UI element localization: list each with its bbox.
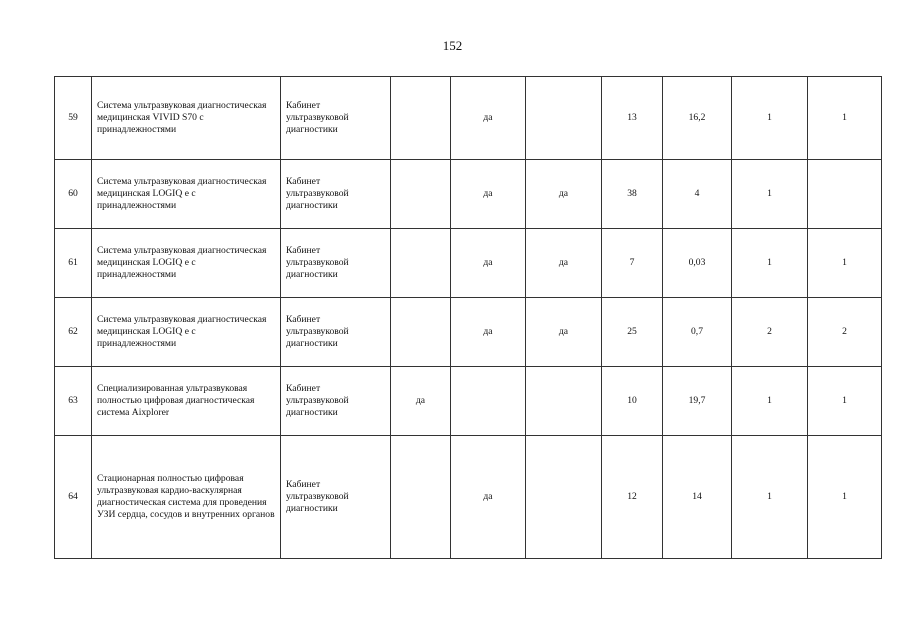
cell-col10	[808, 160, 882, 229]
table-row	[55, 160, 882, 229]
cell-col5: да	[451, 160, 526, 229]
page-number: 152	[442, 38, 463, 53]
row-number: 61	[55, 229, 92, 298]
cell-col5: да	[451, 229, 526, 298]
cell-col5: да	[451, 436, 526, 559]
cell-col4	[391, 436, 451, 559]
row-number: 59	[55, 77, 92, 160]
cell-col7: 38	[602, 160, 663, 229]
cell-col5	[451, 367, 526, 436]
cell-col6	[526, 367, 602, 436]
cell-col10: 1	[808, 77, 882, 160]
cell-col6	[526, 436, 602, 559]
room-name: Кабинет ультразвуковой диагностики	[281, 160, 391, 229]
equipment-table	[54, 76, 882, 559]
room-name: Кабинет ультразвуковой диагностики	[281, 298, 391, 367]
cell-col5: да	[451, 77, 526, 160]
cell-col8: 0,7	[663, 298, 732, 367]
table-row	[55, 367, 882, 436]
cell-col9: 1	[732, 436, 808, 559]
cell-col7: 13	[602, 77, 663, 160]
room-name: Кабинет ультразвуковой диагностики	[281, 77, 391, 160]
cell-col9: 1	[732, 160, 808, 229]
equipment-name: Система ультразвуковая диагностическая медицинская LOGIQ e с принадлежностями	[92, 160, 281, 229]
table-row	[55, 229, 882, 298]
row-number: 64	[55, 436, 92, 559]
cell-col8: 19,7	[663, 367, 732, 436]
cell-col8: 0,03	[663, 229, 732, 298]
cell-col10: 1	[808, 436, 882, 559]
cell-col8: 4	[663, 160, 732, 229]
cell-col4	[391, 298, 451, 367]
cell-col4: да	[391, 367, 451, 436]
equipment-name: Стационарная полностью цифровая ультразвуковая кардио-васкулярная диагностическая система для проведения УЗИ сердца, сосудов и внутренних органов	[92, 436, 281, 559]
cell-col7: 7	[602, 229, 663, 298]
equipment-name: Специализированная ультразвуковая полностью цифровая диагностическая система Aixplorer	[92, 367, 281, 436]
cell-col6: да	[526, 160, 602, 229]
cell-col7: 25	[602, 298, 663, 367]
cell-col9: 1	[732, 229, 808, 298]
cell-col7: 10	[602, 367, 663, 436]
cell-col10: 1	[808, 229, 882, 298]
row-number: 63	[55, 367, 92, 436]
cell-col6: да	[526, 298, 602, 367]
cell-col6: да	[526, 229, 602, 298]
row-number: 62	[55, 298, 92, 367]
equipment-name: Система ультразвуковая диагностическая медицинская VIVID S70 с принадлежностями	[92, 77, 281, 160]
equipment-name: Система ультразвуковая диагностическая медицинская LOGIQ e с принадлежностями	[92, 229, 281, 298]
room-name: Кабинет ультразвуковой диагностики	[281, 229, 391, 298]
cell-col9: 1	[732, 77, 808, 160]
room-name: Кабинет ультразвуковой диагностики	[281, 367, 391, 436]
table-row	[55, 436, 882, 559]
table-row	[55, 77, 882, 160]
cell-col5: да	[451, 298, 526, 367]
room-name: Кабинет ультразвуковой диагностики	[281, 436, 391, 559]
table-row	[55, 298, 882, 367]
cell-col4	[391, 77, 451, 160]
cell-col4	[391, 229, 451, 298]
cell-col10: 2	[808, 298, 882, 367]
cell-col9: 2	[732, 298, 808, 367]
equipment-name: Система ультразвуковая диагностическая медицинская LOGIQ e с принадлежностями	[92, 298, 281, 367]
cell-col8: 16,2	[663, 77, 732, 160]
cell-col4	[391, 160, 451, 229]
cell-col6	[526, 77, 602, 160]
row-number: 60	[55, 160, 92, 229]
cell-col8: 14	[663, 436, 732, 559]
cell-col9: 1	[732, 367, 808, 436]
cell-col7: 12	[602, 436, 663, 559]
cell-col10: 1	[808, 367, 882, 436]
